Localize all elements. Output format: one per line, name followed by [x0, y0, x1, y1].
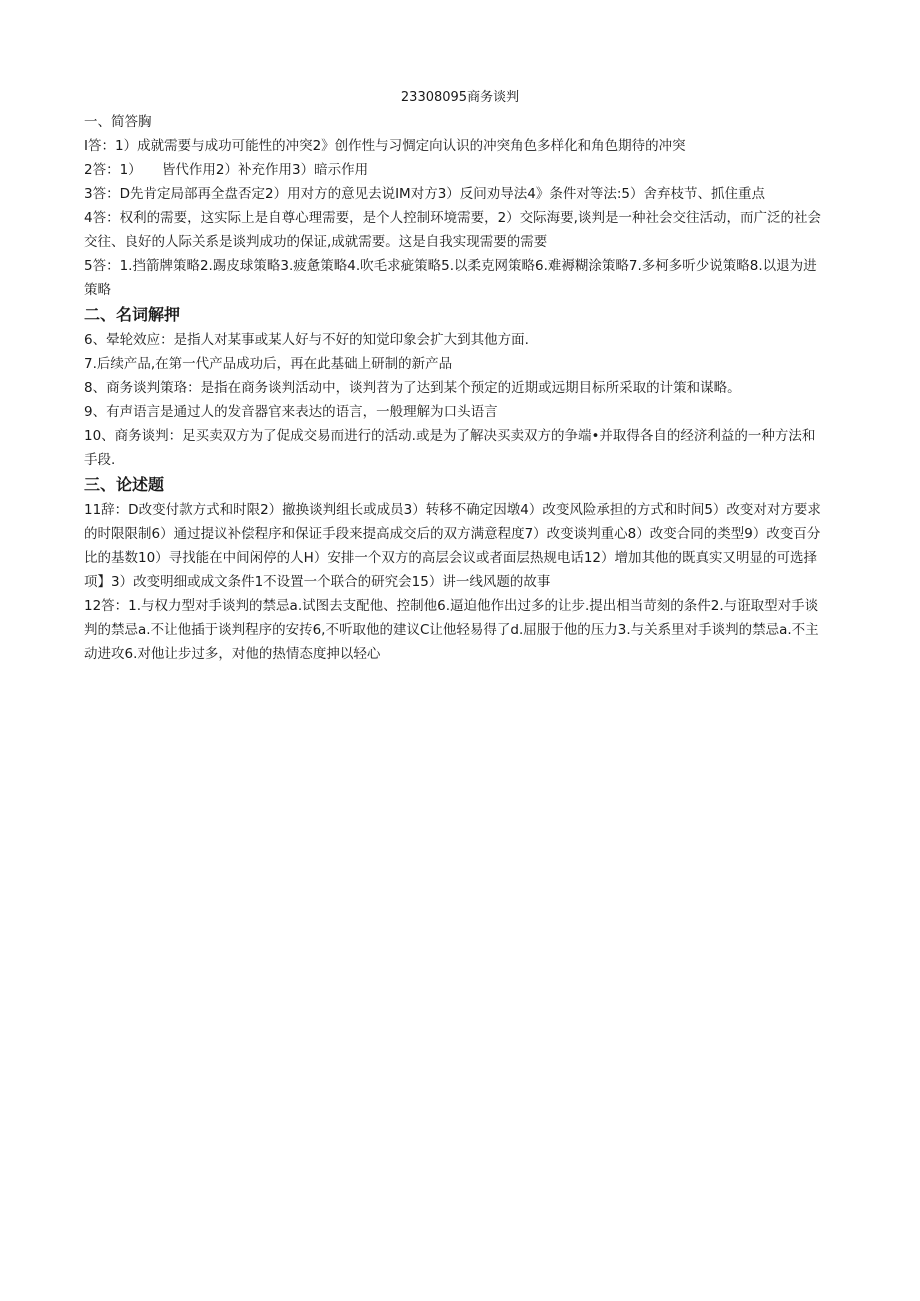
answer-11: 11辞：D改变付款方式和时限2）撤换谈判组长或成员3）转移不确定因墩4）改变风险承担的方式和时间5）改变对对方要求的时限限制6）通过提议补偿程序和保证手段来提高成交后的双方满意程度7）改变谈判重心8）改变合同的类型9）改变百分比的基数10）寻找能在中间闲停的人H）安排一个双方的高层会议或者面层热规电话12）增加其他的既真实又明显的可选择项】3）改变明细或成文条件1不设置一个联合的研究会15）讲一线风题的故事: [84, 502, 821, 590]
answer-1: I答：1）成就需要与成功可能性的冲突2》创作性与习惆定向认识的冲突角色多样化和角色期待的冲突: [84, 138, 686, 154]
section-heading-short-answer: 一、简答胸: [84, 114, 152, 130]
answer-4: 4答：权利的需要，这实际上是自尊心理需要，是个人控制环境需要，2）交际海要,谈判是一种社会交往活动，而广泛的社会交往、良好的人际关系是谈判成功的保证,成就需要。这是自我实现需要的需要: [84, 210, 821, 250]
document-title: 23308095商务谈判: [400, 90, 520, 105]
answer-9: 9、有声语言是通过人的发音器官来表达的语言，一般理解为口头语言: [84, 404, 498, 420]
answer-7: 7.后续产品,在第一代产品成功后，再在此基础上研制的新产品: [84, 356, 453, 372]
section-heading-terms: 二、名词解押: [84, 305, 181, 324]
document-body: [84, 110, 824, 666]
answer-6: 6、晕轮效应：是指人对某事或某人好与不好的知觉印象会扩大到其他方面.: [84, 332, 529, 348]
answer-10: 10、商务谈判：足买卖双方为了促成交易而进行的活动.或是为了解决买卖双方的争端•并取得各自的经济利益的一种方法和手段.: [84, 428, 816, 468]
answer-8: 8、商务谈判策珞：是指在商务谈判活动中，谈判苕为了达到某个预定的近期或远期目标所采取的计策和谋略。: [84, 380, 741, 396]
answer-2: 2答：1） 皆代作用2）补充作用3）暗示作用: [84, 162, 369, 178]
section-heading-essay: 三、论述题: [84, 475, 165, 494]
answer-12: 12答：1.与权力型对手谈判的禁忌a.试图去支配他、控制他6.逼迫他作出过多的让步.提出相当苛刻的条件2.与诳取型对手谈判的禁忌a.不让他插于谈判程序的安抟6,不听取他的建议C让他轻易得了d.屈服于他的压力3.与关系里对手谈判的禁忌a.不主动进攻6.对他让步过多，对他的热情态度抻以轻心: [84, 598, 819, 662]
answer-3: 3答：D先肯定局部再全盘否定2）用对方的意见去说IM对方3）反问劝导法4》条件对等法:5）舍弃枝节、抓住重点: [84, 186, 766, 202]
answer-5: 5答：1.挡箭牌策略2.踢皮球策略3.疲惫策略4.吹毛求疵策略5.以柔克网策略6.难褥糊涂策略7.多柯多听少说策略8.以退为进策略: [84, 258, 817, 298]
